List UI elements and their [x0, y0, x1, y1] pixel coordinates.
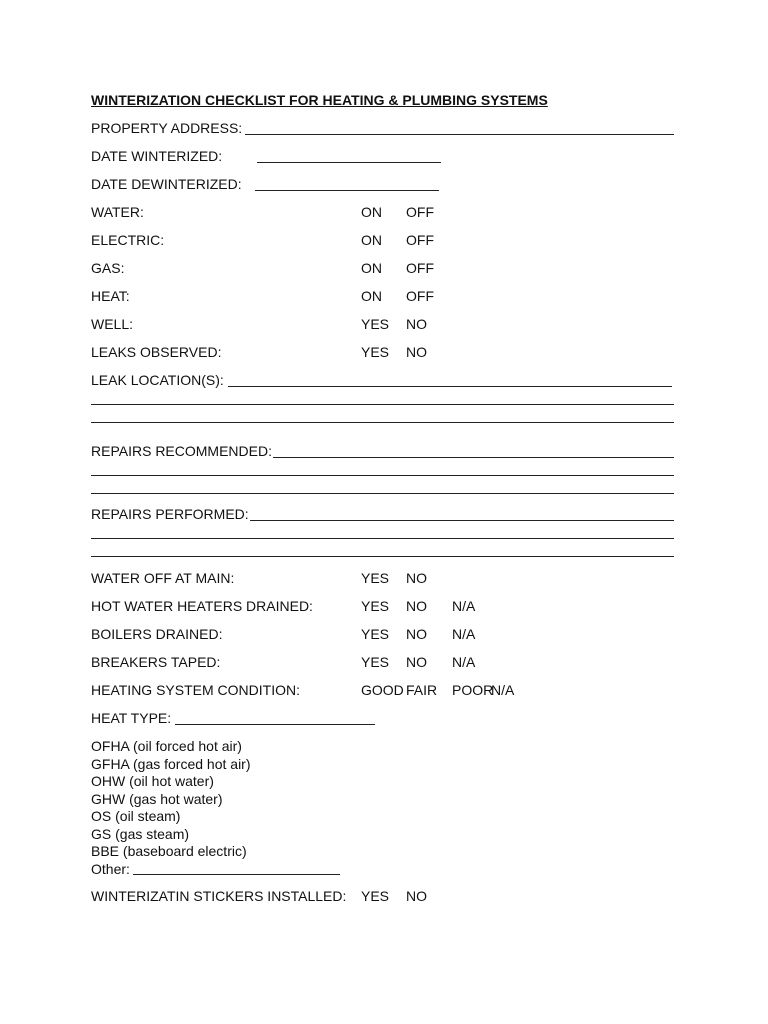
check-option-a[interactable]: YES: [361, 598, 390, 614]
status-label: ELECTRIC:: [91, 232, 165, 248]
status-option-b[interactable]: OFF: [406, 260, 434, 276]
status-option-b[interactable]: OFF: [406, 204, 434, 220]
repairs-recommended-field[interactable]: [91, 493, 674, 494]
status-option-b[interactable]: OFF: [406, 288, 434, 304]
condition-fair[interactable]: FAIR: [406, 682, 438, 698]
check-option-c[interactable]: N/A: [452, 626, 476, 642]
repairs-recommended-field[interactable]: [91, 475, 674, 476]
stickers-label: WINTERIZATIN STICKERS INSTALLED:: [91, 888, 347, 904]
condition-poor[interactable]: POOR: [452, 682, 494, 698]
status-label: WELL:: [91, 316, 134, 332]
status-label: GAS:: [91, 260, 125, 276]
stickers-option-b[interactable]: NO: [406, 888, 427, 904]
status-option-a[interactable]: YES: [361, 344, 390, 360]
status-option-a[interactable]: ON: [361, 232, 382, 248]
repairs-performed-field[interactable]: [91, 538, 674, 539]
list-item: GFHA (gas forced hot air): [91, 755, 251, 772]
list-item: GS (gas steam): [91, 825, 190, 842]
other-heat-type-field[interactable]: [133, 874, 340, 875]
status-option-b[interactable]: NO: [406, 344, 427, 360]
repairs-recommended-label: REPAIRS RECOMMENDED:: [91, 443, 272, 459]
repairs-recommended-field[interactable]: [273, 457, 674, 458]
repairs-performed-field[interactable]: [91, 556, 674, 557]
check-option-a[interactable]: YES: [361, 654, 390, 670]
check-option-c[interactable]: N/A: [452, 598, 476, 614]
leak-locations-label: LEAK LOCATION(S):: [91, 372, 224, 388]
date-winterized-field[interactable]: [257, 162, 441, 163]
list-item: BBE (baseboard electric): [91, 843, 247, 859]
status-label: LEAKS OBSERVED:: [91, 344, 222, 360]
date-dewinterized-field[interactable]: [255, 190, 439, 191]
leak-locations-field[interactable]: [91, 404, 674, 405]
property-address-label: PROPERTY ADDRESS:: [91, 120, 243, 136]
check-option-c[interactable]: N/A: [452, 654, 476, 670]
leak-locations-field[interactable]: [91, 422, 674, 423]
heat-type-label: HEAT TYPE:: [91, 710, 172, 726]
property-address-field[interactable]: [245, 134, 674, 135]
status-option-a[interactable]: YES: [361, 316, 390, 332]
repairs-performed-label: REPAIRS PERFORMED:: [91, 506, 249, 522]
check-label: WATER OFF AT MAIN:: [91, 570, 235, 586]
condition-na[interactable]: N/A: [491, 682, 515, 698]
repairs-performed-field[interactable]: [250, 520, 674, 521]
check-option-b[interactable]: NO: [406, 654, 427, 670]
list-item: OHW (oil hot water): [91, 773, 214, 789]
status-option-b[interactable]: OFF: [406, 232, 434, 248]
date-winterized-label: DATE WINTERIZED:: [91, 148, 223, 164]
check-label: BREAKERS TAPED:: [91, 654, 221, 670]
check-option-a[interactable]: YES: [361, 626, 390, 642]
status-option-a[interactable]: ON: [361, 260, 382, 276]
list-item: OS (oil steam): [91, 808, 181, 824]
status-label: WATER:: [91, 204, 144, 220]
list-item: GHW (gas hot water): [91, 790, 223, 807]
status-label: HEAT:: [91, 288, 130, 304]
check-option-b[interactable]: NO: [406, 598, 427, 614]
document-title: WINTERIZATION CHECKLIST FOR HEATING & PLUMBING SYSTEMS: [91, 92, 548, 108]
leak-locations-field[interactable]: [228, 386, 672, 387]
list-item: OFHA (oil forced hot air): [91, 738, 242, 754]
list-item: Other:: [91, 860, 130, 877]
heat-type-list: [91, 738, 251, 878]
heating-condition-label: HEATING SYSTEM CONDITION:: [91, 682, 300, 698]
status-option-a[interactable]: ON: [361, 288, 382, 304]
condition-good[interactable]: GOOD: [361, 682, 404, 698]
check-option-a[interactable]: YES: [361, 570, 390, 586]
check-label: BOILERS DRAINED:: [91, 626, 223, 642]
stickers-option-a[interactable]: YES: [361, 888, 390, 904]
check-option-b[interactable]: NO: [406, 570, 427, 586]
status-option-b[interactable]: NO: [406, 316, 427, 332]
check-option-b[interactable]: NO: [406, 626, 427, 642]
heat-type-field[interactable]: [175, 724, 375, 725]
status-option-a[interactable]: ON: [361, 204, 382, 220]
date-dewinterized-label: DATE DEWINTERIZED:: [91, 176, 242, 192]
check-label: HOT WATER HEATERS DRAINED:: [91, 598, 313, 614]
